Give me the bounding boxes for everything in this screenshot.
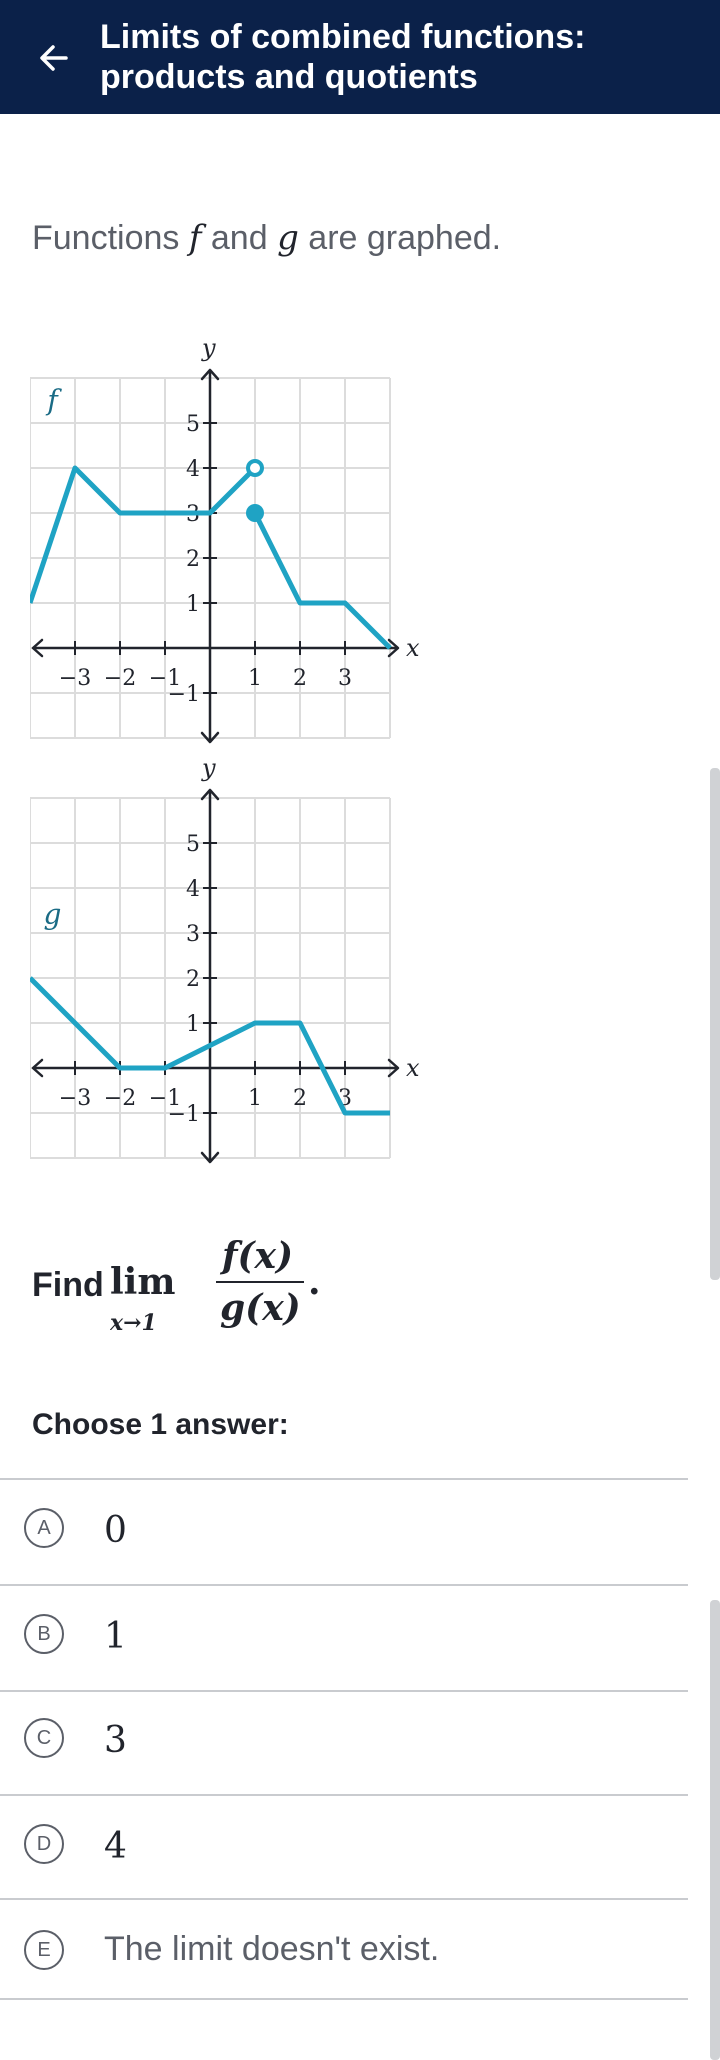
- x-tick-label: −3: [58, 1086, 92, 1111]
- y-tick-label: 4: [186, 877, 200, 902]
- y-tick-label: −1: [167, 682, 200, 707]
- intro-suffix: are graphed.: [298, 219, 502, 257]
- scrollbar[interactable]: [710, 1600, 720, 2060]
- x-tick-label: 3: [338, 666, 352, 691]
- y-tick-label: 1: [186, 1012, 200, 1037]
- intro-prefix: Functions: [32, 219, 189, 257]
- open-point: [248, 461, 262, 475]
- denominator: g(x): [220, 1287, 301, 1329]
- choice-letter: B: [24, 1614, 64, 1654]
- choice-letter: A: [24, 1508, 64, 1548]
- choice-b[interactable]: [0, 1586, 688, 1690]
- function-curve: [30, 468, 255, 603]
- choice-text: 0: [104, 1510, 127, 1551]
- x-tick-label: 2: [293, 666, 307, 691]
- intro-text: [32, 218, 501, 258]
- x-tick-label: −3: [58, 666, 92, 691]
- y-tick-label: −1: [167, 1102, 200, 1127]
- intro-f: f: [188, 218, 202, 258]
- title-line-2: products and quotients: [100, 58, 478, 96]
- choice-text: 4: [104, 1826, 127, 1867]
- y-tick-label: 5: [186, 412, 200, 437]
- choice-text: The limit doesn't exist.: [104, 1930, 440, 1968]
- choice-text: 3: [104, 1720, 127, 1761]
- page-title: [100, 17, 700, 97]
- x-tick-label: 2: [293, 1086, 307, 1111]
- arrow-left-icon: [36, 40, 72, 76]
- choice-letter: E: [24, 1930, 64, 1970]
- chart-svg: [30, 750, 440, 1164]
- y-axis-label: y: [202, 754, 216, 782]
- chart-svg: [30, 330, 440, 744]
- y-tick-label: 5: [186, 832, 200, 857]
- function-label: f: [47, 383, 58, 417]
- y-tick-label: 1: [186, 592, 200, 617]
- scrollbar[interactable]: [710, 768, 720, 1280]
- period: .: [308, 1261, 321, 1303]
- intro-middle: and: [201, 219, 278, 257]
- choice-letter: C: [24, 1718, 64, 1758]
- x-tick-label: −1: [148, 666, 182, 691]
- x-tick-label: −1: [148, 1086, 182, 1111]
- choice-a[interactable]: [0, 1480, 688, 1584]
- function-label: g: [43, 898, 62, 931]
- graph-f: [30, 330, 440, 744]
- choice-letter: D: [24, 1824, 64, 1864]
- y-tick-label: 3: [186, 502, 200, 527]
- closed-point: [246, 504, 264, 522]
- choice-c[interactable]: [0, 1690, 688, 1794]
- back-button[interactable]: [34, 38, 74, 78]
- x-tick-label: 3: [338, 1086, 352, 1111]
- x-axis-label: x: [406, 634, 420, 662]
- divider: [0, 1998, 688, 2000]
- x-tick-label: 1: [248, 1086, 262, 1111]
- intro-g: g: [277, 218, 299, 258]
- y-axis-label: y: [202, 334, 216, 362]
- graph-g: [30, 750, 440, 1164]
- y-tick-label: 4: [186, 457, 200, 482]
- top-bar: [0, 0, 720, 114]
- choice-d[interactable]: [0, 1796, 688, 1900]
- x-axis-label: x: [406, 1054, 420, 1082]
- numerator: f(x): [222, 1235, 294, 1277]
- y-tick-label: 2: [186, 547, 200, 572]
- question: [32, 1228, 432, 1348]
- lim-text: lim: [110, 1261, 176, 1303]
- y-tick-label: 2: [186, 967, 200, 992]
- lim-subscript: x→1: [110, 1310, 157, 1336]
- find-label: Find: [32, 1266, 104, 1304]
- limit-expression: [110, 1228, 410, 1348]
- x-tick-label: 1: [248, 666, 262, 691]
- title-line-1: Limits of combined functions:: [100, 18, 586, 56]
- choice-e[interactable]: [0, 1900, 688, 2004]
- x-tick-label: −2: [103, 1086, 137, 1111]
- y-tick-label: 3: [186, 922, 200, 947]
- choose-label: Choose 1 answer:: [32, 1408, 289, 1441]
- function-curve: [255, 513, 390, 648]
- choice-text: 1: [104, 1616, 127, 1657]
- x-tick-label: −2: [103, 666, 137, 691]
